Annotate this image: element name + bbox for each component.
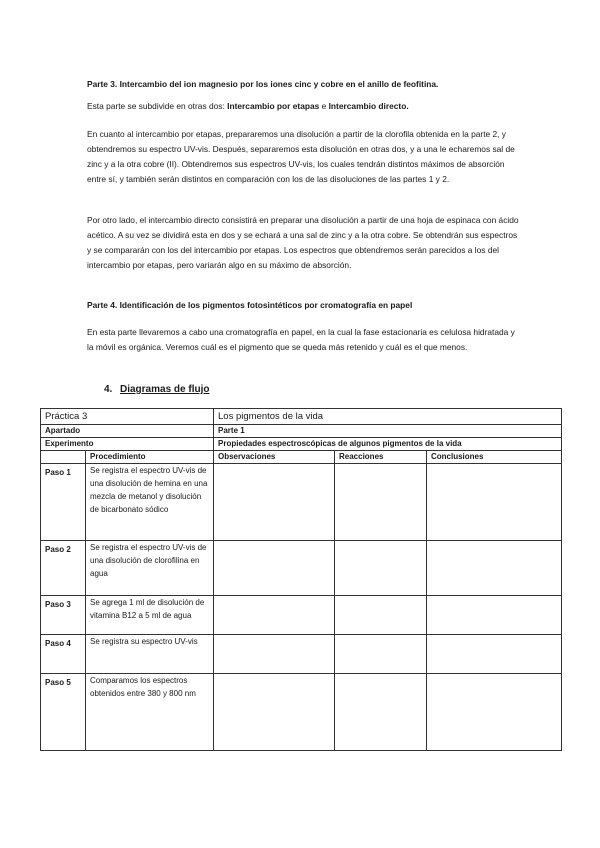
section-heading	[104, 384, 209, 395]
experimento-label: Experimento	[41, 438, 214, 451]
step-observaciones-cell	[214, 674, 335, 751]
table-row	[41, 596, 562, 635]
practica-label: Práctica 3	[41, 409, 214, 425]
table-header-row	[41, 451, 562, 464]
step-label: Paso 2	[41, 541, 86, 596]
flow-diagram-table	[40, 408, 562, 751]
step-observaciones-cell	[214, 541, 335, 596]
step-observaciones-cell	[214, 464, 335, 541]
step-observaciones-cell	[214, 635, 335, 674]
step-procedure: Se registra su espectro UV-vis	[86, 635, 214, 674]
part3-intro-prefix: Esta parte se subdivide en otras dos:	[87, 101, 228, 111]
experimento-value: Propiedades espectroscópicas de algunos pigmentos de la vida	[214, 438, 562, 451]
table-row	[41, 464, 562, 541]
step-label: Paso 4	[41, 635, 86, 674]
step-reacciones-cell	[335, 674, 427, 751]
part3-intro-bold1: Intercambio por etapas	[227, 101, 320, 111]
header-reacciones: Reacciones	[335, 451, 427, 464]
table-row-practica	[41, 409, 562, 425]
step-procedure: Comparamos los espectros obtenidos entre 380 y 800 nm	[86, 674, 214, 751]
step-reacciones-cell	[335, 541, 427, 596]
step-reacciones-cell	[335, 635, 427, 674]
step-conclusiones-cell	[427, 674, 562, 751]
part4-heading: Parte 4. Identificación de los pigmentos fotosintéticos por cromatografía en papel	[87, 300, 413, 310]
table-row	[41, 635, 562, 674]
part3-intro-mid: e	[319, 101, 329, 111]
step-observaciones-cell	[214, 596, 335, 635]
practica-title: Los pigmentos de la vida	[214, 409, 562, 425]
step-label: Paso 5	[41, 674, 86, 751]
section-number: 4.	[104, 384, 113, 395]
table-row	[41, 674, 562, 751]
table-row-experimento	[41, 438, 562, 451]
step-label: Paso 1	[41, 464, 86, 541]
part3-paragraph-1: En cuanto al intercambio por etapas, prepararemos una disolución a partir de la clorofila obtenida en la parte 2, y obtendremos su espectro UV-vis. Después, separaremos esta disolución en otras dos, y a una le echaremos sal de zinc y a la otra cobre (II). Obtendremos sus espectros UV-vis, los cuales tendrán distintos máximos de absorción entre sí, y también serán distintos en comparación con los de las disoluciones de las partes 1 y 2.	[87, 129, 515, 184]
table-row-apartado	[41, 425, 562, 438]
header-procedimiento: Procedimiento	[86, 451, 214, 464]
header-conclusiones: Conclusiones	[427, 451, 562, 464]
part3-intro-bold2: Intercambio directo.	[328, 101, 409, 111]
step-procedure: Se registra el espectro UV-vis de una disolución de hemina en una mezcla de metanol y disolución de bicarbonato sódico	[86, 464, 214, 541]
part3-intro	[87, 99, 520, 114]
step-reacciones-cell	[335, 464, 427, 541]
step-conclusiones-cell	[427, 541, 562, 596]
step-procedure: Se registra el espectro UV-vis de una disolución de clorofilina en agua	[86, 541, 214, 596]
apartado-value: Parte 1	[214, 425, 562, 438]
apartado-label: Apartado	[41, 425, 214, 438]
header-empty	[41, 451, 86, 464]
part3-paragraph-2: Por otro lado, el intercambio directo consistirá en preparar una disolución a partir de una hoja de espinaca con ácido acético. A su vez se dividirá esta en dos y se echará a una sal de zinc y a la otra cobre. Se obtendrán sus espectros y se compararán con los del intercambio por etapas. Los espectros que obtendremos serán parecidos a los del intercambio por etapas, pero variarán algo en su máximo de absorción.	[87, 215, 519, 270]
step-reacciones-cell	[335, 596, 427, 635]
part3-heading: Parte 3. Intercambio del ion magnesio por los iones cinc y cobre en el anillo de feofitina.	[87, 79, 439, 89]
step-conclusiones-cell	[427, 464, 562, 541]
header-observaciones: Observaciones	[214, 451, 335, 464]
part4-paragraph-1: En esta parte llevaremos a cabo una cromatografía en papel, en la cual la fase estacionaria es celulosa hidratada y la móvil es orgánica. Veremos cuál es el pigmento que se queda más retenido y cuál es el que menos.	[87, 327, 515, 352]
step-procedure: Se agrega 1 ml de disolución de vitamina B12 a 5 ml de agua	[86, 596, 214, 635]
step-label: Paso 3	[41, 596, 86, 635]
table-row	[41, 541, 562, 596]
section-title: Diagramas de flujo	[120, 384, 210, 395]
step-conclusiones-cell	[427, 635, 562, 674]
step-conclusiones-cell	[427, 596, 562, 635]
